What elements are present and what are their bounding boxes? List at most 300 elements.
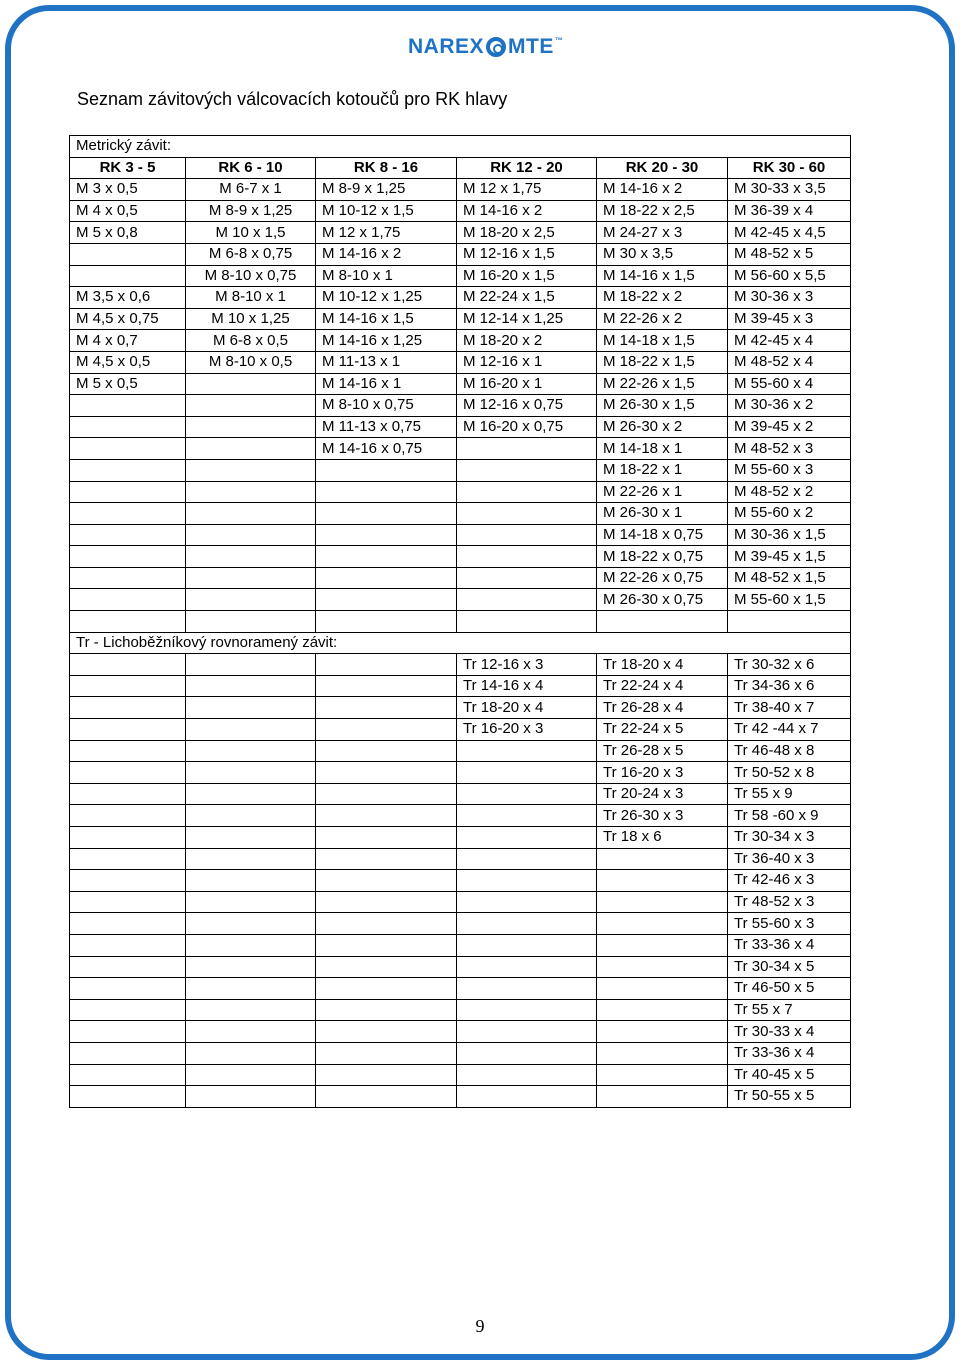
table-cell xyxy=(316,567,457,589)
table-cell xyxy=(70,438,186,460)
table-cell: M 5 x 0,5 xyxy=(70,373,186,395)
table-cell: Tr 26-30 x 3 xyxy=(597,805,728,827)
trapezoid-row xyxy=(70,1042,851,1064)
table-cell xyxy=(186,416,316,438)
table-cell: M 26-30 x 0,75 xyxy=(597,589,728,611)
table-cell xyxy=(457,567,597,589)
table-cell xyxy=(70,567,186,589)
trapezoid-row xyxy=(70,740,851,762)
table-cell xyxy=(186,740,316,762)
table-cell xyxy=(316,956,457,978)
table-cell xyxy=(457,1064,597,1086)
table-cell: M 14-18 x 0,75 xyxy=(597,524,728,546)
table-cell xyxy=(70,740,186,762)
table-cell: Tr 30-32 x 6 xyxy=(728,654,851,676)
table-cell xyxy=(186,524,316,546)
table-cell xyxy=(316,654,457,676)
table-cell: Tr 50-52 x 8 xyxy=(728,762,851,784)
metric-row xyxy=(70,222,851,244)
section-metric xyxy=(70,136,851,158)
table-cell xyxy=(457,524,597,546)
metric-row xyxy=(70,200,851,222)
column-header: RK 8 - 16 xyxy=(316,157,457,179)
table-cell: M 10-12 x 1,25 xyxy=(316,287,457,309)
table-cell: Tr 50-55 x 5 xyxy=(728,1086,851,1108)
table-cell xyxy=(186,762,316,784)
metric-row xyxy=(70,287,851,309)
trapezoid-row xyxy=(70,870,851,892)
table-cell xyxy=(316,1021,457,1043)
table-cell: M 14-16 x 2 xyxy=(316,243,457,265)
table-cell: M 55-60 x 4 xyxy=(728,373,851,395)
table-cell xyxy=(186,503,316,525)
metric-row xyxy=(70,524,851,546)
table-cell: M 11-13 x 0,75 xyxy=(316,416,457,438)
table-cell: Tr 42-46 x 3 xyxy=(728,870,851,892)
table-cell: Tr 46-48 x 8 xyxy=(728,740,851,762)
table-cell: M 30-36 x 1,5 xyxy=(728,524,851,546)
column-header: RK 3 - 5 xyxy=(70,157,186,179)
metric-row xyxy=(70,459,851,481)
table-cell xyxy=(70,589,186,611)
table-cell: M 26-30 x 1 xyxy=(597,503,728,525)
table-cell: M 4 x 0,7 xyxy=(70,330,186,352)
table-cell: M 18-20 x 2,5 xyxy=(457,222,597,244)
table-cell: M 30-33 x 3,5 xyxy=(728,179,851,201)
table-cell xyxy=(457,611,597,633)
table-cell xyxy=(316,481,457,503)
table-cell: Tr 16-20 x 3 xyxy=(457,719,597,741)
table-header-row xyxy=(70,157,851,179)
table-cell: M 30-36 x 3 xyxy=(728,287,851,309)
table-cell xyxy=(316,546,457,568)
table-cell: M 14-16 x 1,5 xyxy=(316,308,457,330)
table-cell xyxy=(316,1064,457,1086)
table-cell xyxy=(186,913,316,935)
table-cell xyxy=(316,999,457,1021)
table-cell xyxy=(316,934,457,956)
table-cell: M 10 x 1,5 xyxy=(186,222,316,244)
metric-row xyxy=(70,438,851,460)
table-cell: M 48-52 x 1,5 xyxy=(728,567,851,589)
table-cell xyxy=(316,1086,457,1108)
table-cell: M 22-26 x 1 xyxy=(597,481,728,503)
table-cell: M 22-26 x 1,5 xyxy=(597,373,728,395)
trapezoid-row xyxy=(70,697,851,719)
logo-ring-icon xyxy=(486,37,506,57)
table-cell: M 22-24 x 1,5 xyxy=(457,287,597,309)
table-cell xyxy=(316,524,457,546)
trapezoid-row xyxy=(70,891,851,913)
table-cell xyxy=(186,611,316,633)
logo-trademark: ™ xyxy=(554,36,564,45)
table-cell: Tr 12-16 x 3 xyxy=(457,654,597,676)
trapezoid-row xyxy=(70,762,851,784)
table-cell xyxy=(316,978,457,1000)
trapezoid-row xyxy=(70,783,851,805)
table-cell xyxy=(70,783,186,805)
table-cell xyxy=(457,848,597,870)
table-cell: M 48-52 x 3 xyxy=(728,438,851,460)
table-cell xyxy=(316,870,457,892)
section-trapezoid xyxy=(70,632,851,654)
table-cell: Tr 55 x 9 xyxy=(728,783,851,805)
metric-row xyxy=(70,265,851,287)
table-cell xyxy=(70,265,186,287)
table-cell: Tr 22-24 x 4 xyxy=(597,675,728,697)
trapezoid-row xyxy=(70,1064,851,1086)
table-cell xyxy=(316,675,457,697)
table-cell: M 55-60 x 3 xyxy=(728,459,851,481)
table-cell xyxy=(70,611,186,633)
table-cell: M 14-18 x 1 xyxy=(597,438,728,460)
table-cell xyxy=(70,1021,186,1043)
table-cell: Tr 33-36 x 4 xyxy=(728,934,851,956)
table-cell xyxy=(316,762,457,784)
table-cell: M 48-52 x 5 xyxy=(728,243,851,265)
table-cell xyxy=(70,999,186,1021)
table-cell xyxy=(457,999,597,1021)
table-cell: M 18-20 x 2 xyxy=(457,330,597,352)
table-cell: Tr 18-20 x 4 xyxy=(457,697,597,719)
table-cell xyxy=(186,697,316,719)
table-cell xyxy=(186,567,316,589)
table-cell: M 4,5 x 0,75 xyxy=(70,308,186,330)
table-cell xyxy=(597,611,728,633)
table-cell: M 39-45 x 1,5 xyxy=(728,546,851,568)
column-header: RK 12 - 20 xyxy=(457,157,597,179)
table-cell: M 11-13 x 1 xyxy=(316,351,457,373)
table-cell xyxy=(70,1042,186,1064)
table-cell xyxy=(70,978,186,1000)
table-cell xyxy=(70,1064,186,1086)
table-cell xyxy=(70,913,186,935)
table-cell xyxy=(316,611,457,633)
metric-row xyxy=(70,395,851,417)
table-cell xyxy=(186,373,316,395)
table-cell: M 12-16 x 1 xyxy=(457,351,597,373)
table-cell xyxy=(597,1086,728,1108)
table-cell: M 14-18 x 1,5 xyxy=(597,330,728,352)
table-cell: M 18-22 x 1,5 xyxy=(597,351,728,373)
table-cell xyxy=(186,1086,316,1108)
table-cell xyxy=(597,1064,728,1086)
table-cell: Tr 20-24 x 3 xyxy=(597,783,728,805)
column-header: RK 30 - 60 xyxy=(728,157,851,179)
table-cell: Tr 58 -60 x 9 xyxy=(728,805,851,827)
table-cell xyxy=(316,589,457,611)
table-cell xyxy=(70,395,186,417)
table-cell xyxy=(70,870,186,892)
table-cell xyxy=(597,1021,728,1043)
table-cell xyxy=(70,956,186,978)
table-cell: Tr 55 x 7 xyxy=(728,999,851,1021)
table-cell: M 3,5 x 0,6 xyxy=(70,287,186,309)
metric-row xyxy=(70,416,851,438)
table-cell: M 55-60 x 2 xyxy=(728,503,851,525)
table-cell: Tr 36-40 x 3 xyxy=(728,848,851,870)
table-cell xyxy=(316,697,457,719)
table-cell: Tr 30-34 x 3 xyxy=(728,827,851,849)
table-cell xyxy=(457,827,597,849)
table-cell xyxy=(186,848,316,870)
table-cell xyxy=(186,934,316,956)
table-cell: M 18-22 x 0,75 xyxy=(597,546,728,568)
trapezoid-row xyxy=(70,675,851,697)
section-trapezoid-label: Tr - Lichoběžníkový rovnoramený závit: xyxy=(70,632,851,654)
table-cell: M 12 x 1,75 xyxy=(316,222,457,244)
thread-roll-table xyxy=(69,135,851,1108)
page-number: 9 xyxy=(475,1316,485,1336)
logo-text-right: MTE xyxy=(508,35,554,58)
table-cell xyxy=(457,805,597,827)
table-cell: M 42-45 x 4 xyxy=(728,330,851,352)
table-cell xyxy=(70,805,186,827)
table-cell xyxy=(186,459,316,481)
table-cell: M 48-52 x 4 xyxy=(728,351,851,373)
table-cell: M 22-26 x 0,75 xyxy=(597,567,728,589)
narex-mte-logo xyxy=(408,34,563,60)
metric-row xyxy=(70,503,851,525)
trapezoid-row xyxy=(70,956,851,978)
table-cell xyxy=(316,913,457,935)
metric-row xyxy=(70,611,851,633)
table-cell: M 8-10 x 0,75 xyxy=(316,395,457,417)
table-cell: M 12-16 x 1,5 xyxy=(457,243,597,265)
table-cell: M 14-16 x 2 xyxy=(457,200,597,222)
table-cell: M 8-10 x 0,75 xyxy=(186,265,316,287)
table-cell xyxy=(70,546,186,568)
table-cell xyxy=(70,719,186,741)
table-cell: M 14-16 x 2 xyxy=(597,179,728,201)
table-cell: M 4 x 0,5 xyxy=(70,200,186,222)
table-cell: M 10-12 x 1,5 xyxy=(316,200,457,222)
table-cell xyxy=(70,848,186,870)
table-cell: M 24-27 x 3 xyxy=(597,222,728,244)
table-cell xyxy=(457,762,597,784)
table-cell: M 26-30 x 1,5 xyxy=(597,395,728,417)
table-cell xyxy=(597,870,728,892)
table-cell: M 3 x 0,5 xyxy=(70,179,186,201)
table-cell xyxy=(186,675,316,697)
table-cell: M 8-10 x 1 xyxy=(316,265,457,287)
metric-row xyxy=(70,243,851,265)
table-cell: M 16-20 x 0,75 xyxy=(457,416,597,438)
table-cell xyxy=(457,1021,597,1043)
table-cell xyxy=(186,1064,316,1086)
table-cell: M 14-16 x 0,75 xyxy=(316,438,457,460)
trapezoid-row xyxy=(70,978,851,1000)
table-cell xyxy=(457,913,597,935)
table-cell: M 8-9 x 1,25 xyxy=(316,179,457,201)
table-cell: Tr 40-45 x 5 xyxy=(728,1064,851,1086)
table-cell xyxy=(597,999,728,1021)
table-cell xyxy=(457,978,597,1000)
table-cell xyxy=(457,1042,597,1064)
metric-row xyxy=(70,330,851,352)
table-cell xyxy=(457,503,597,525)
table-cell xyxy=(457,1086,597,1108)
table-cell xyxy=(70,1086,186,1108)
table-cell xyxy=(597,848,728,870)
table-cell xyxy=(457,740,597,762)
table-cell xyxy=(186,395,316,417)
table-cell xyxy=(316,1042,457,1064)
table-cell: M 8-9 x 1,25 xyxy=(186,200,316,222)
table-cell xyxy=(186,1042,316,1064)
table-cell: Tr 26-28 x 4 xyxy=(597,697,728,719)
trapezoid-row xyxy=(70,719,851,741)
table-cell: M 6-8 x 0,5 xyxy=(186,330,316,352)
trapezoid-row xyxy=(70,805,851,827)
table-cell xyxy=(186,805,316,827)
table-cell: Tr 18 x 6 xyxy=(597,827,728,849)
table-cell: Tr 30-34 x 5 xyxy=(728,956,851,978)
table-cell: M 14-16 x 1,25 xyxy=(316,330,457,352)
table-cell xyxy=(186,719,316,741)
table-cell xyxy=(457,438,597,460)
table-cell xyxy=(186,999,316,1021)
table-cell: Tr 33-36 x 4 xyxy=(728,1042,851,1064)
table-cell: M 8-10 x 1 xyxy=(186,287,316,309)
table-cell xyxy=(70,675,186,697)
table-cell xyxy=(597,978,728,1000)
table-cell xyxy=(186,891,316,913)
trapezoid-row xyxy=(70,1086,851,1108)
table-cell: M 56-60 x 5,5 xyxy=(728,265,851,287)
table-cell xyxy=(186,1021,316,1043)
table-cell: M 39-45 x 3 xyxy=(728,308,851,330)
table-cell xyxy=(457,870,597,892)
trapezoid-row xyxy=(70,913,851,935)
table-cell: M 14-16 x 1,5 xyxy=(597,265,728,287)
table-cell xyxy=(316,719,457,741)
table-cell xyxy=(457,956,597,978)
table-cell xyxy=(457,481,597,503)
table-cell xyxy=(70,934,186,956)
table-cell xyxy=(597,934,728,956)
table-cell: Tr 48-52 x 3 xyxy=(728,891,851,913)
table-cell xyxy=(70,459,186,481)
table-cell xyxy=(457,783,597,805)
table-cell: M 39-45 x 2 xyxy=(728,416,851,438)
section-metric-label: Metrický závit: xyxy=(70,136,851,158)
table-cell: M 14-16 x 1 xyxy=(316,373,457,395)
table-cell xyxy=(597,913,728,935)
table-cell xyxy=(728,611,851,633)
table-cell xyxy=(186,481,316,503)
metric-row xyxy=(70,589,851,611)
table-cell: Tr 30-33 x 4 xyxy=(728,1021,851,1043)
table-cell: Tr 55-60 x 3 xyxy=(728,913,851,935)
table-cell xyxy=(316,827,457,849)
table-cell: M 18-22 x 2,5 xyxy=(597,200,728,222)
table-cell: M 5 x 0,8 xyxy=(70,222,186,244)
table-cell: Tr 42 -44 x 7 xyxy=(728,719,851,741)
table-cell xyxy=(186,546,316,568)
table-cell: M 18-22 x 1 xyxy=(597,459,728,481)
table-cell: Tr 38-40 x 7 xyxy=(728,697,851,719)
table-cell: M 12-14 x 1,25 xyxy=(457,308,597,330)
table-cell: M 8-10 x 0,5 xyxy=(186,351,316,373)
table-cell: M 48-52 x 2 xyxy=(728,481,851,503)
logo-text-left: NAREX xyxy=(408,35,485,58)
trapezoid-row xyxy=(70,827,851,849)
table-cell xyxy=(597,1042,728,1064)
table-cell xyxy=(186,438,316,460)
metric-row xyxy=(70,567,851,589)
table-cell: Tr 22-24 x 5 xyxy=(597,719,728,741)
metric-row xyxy=(70,373,851,395)
table-cell xyxy=(457,459,597,481)
trapezoid-row xyxy=(70,934,851,956)
table-cell xyxy=(457,589,597,611)
table-cell xyxy=(186,783,316,805)
table-cell xyxy=(186,956,316,978)
table-cell xyxy=(186,978,316,1000)
table-cell xyxy=(70,891,186,913)
table-cell: M 6-8 x 0,75 xyxy=(186,243,316,265)
table-cell xyxy=(316,740,457,762)
table-cell xyxy=(457,891,597,913)
table-cell xyxy=(70,524,186,546)
trapezoid-row xyxy=(70,1021,851,1043)
table-cell: M 12-16 x 0,75 xyxy=(457,395,597,417)
table-cell: M 4,5 x 0,5 xyxy=(70,351,186,373)
table-cell xyxy=(316,891,457,913)
table-cell xyxy=(70,827,186,849)
table-cell xyxy=(316,459,457,481)
table-cell xyxy=(70,697,186,719)
trapezoid-row xyxy=(70,999,851,1021)
table-cell: M 6-7 x 1 xyxy=(186,179,316,201)
metric-row xyxy=(70,481,851,503)
metric-row xyxy=(70,308,851,330)
trapezoid-row xyxy=(70,848,851,870)
table-cell: M 16-20 x 1 xyxy=(457,373,597,395)
table-cell xyxy=(70,416,186,438)
table-cell xyxy=(316,805,457,827)
table-cell: Tr 16-20 x 3 xyxy=(597,762,728,784)
column-header: RK 20 - 30 xyxy=(597,157,728,179)
table-cell: M 16-20 x 1,5 xyxy=(457,265,597,287)
table-cell: Tr 18-20 x 4 xyxy=(597,654,728,676)
table-cell xyxy=(316,783,457,805)
table-cell xyxy=(70,503,186,525)
table-cell: M 30-36 x 2 xyxy=(728,395,851,417)
table-cell xyxy=(457,934,597,956)
table-cell xyxy=(316,503,457,525)
table-cell xyxy=(186,654,316,676)
table-cell: M 36-39 x 4 xyxy=(728,200,851,222)
table-cell xyxy=(70,481,186,503)
table-cell: M 30 x 3,5 xyxy=(597,243,728,265)
table-cell: M 18-22 x 2 xyxy=(597,287,728,309)
table-cell xyxy=(186,870,316,892)
table-cell: Tr 26-28 x 5 xyxy=(597,740,728,762)
table-cell: M 12 x 1,75 xyxy=(457,179,597,201)
metric-row xyxy=(70,351,851,373)
table-cell: M 22-26 x 2 xyxy=(597,308,728,330)
table-cell: M 55-60 x 1,5 xyxy=(728,589,851,611)
table-cell: Tr 34-36 x 6 xyxy=(728,675,851,697)
table-cell xyxy=(186,827,316,849)
column-header: RK 6 - 10 xyxy=(186,157,316,179)
table-cell xyxy=(70,243,186,265)
page-title: Seznam závitových válcovacích kotoučů pro RK hlavy xyxy=(77,89,508,109)
table-cell xyxy=(70,654,186,676)
table-cell xyxy=(457,546,597,568)
